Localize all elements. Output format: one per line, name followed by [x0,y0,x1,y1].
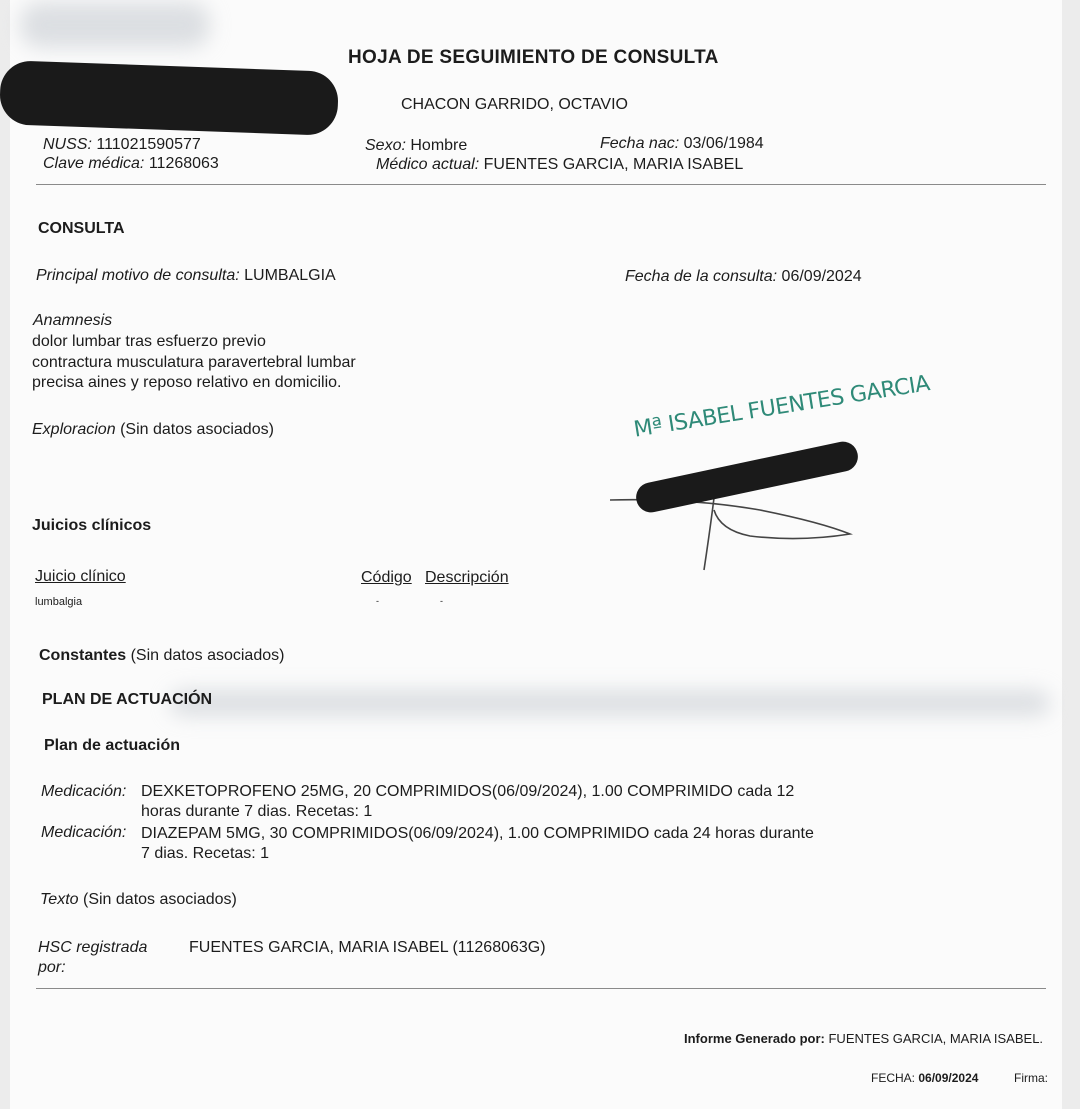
medicacion-entry [141,824,814,864]
constantes-row [39,646,284,666]
fecha-nac-label: Fecha nac: [600,135,680,152]
medico-label: Médico actual: [376,156,480,173]
col-codigo: Código [361,569,412,586]
clave-row [43,154,219,174]
fecha-consulta-value: 06/09/2024 [781,268,862,285]
constantes-value: (Sin datos asociados) [130,647,285,664]
nuss-row [43,135,201,155]
fecha-nac-row [600,134,764,154]
texto-label: Texto [40,891,79,908]
sexo-value: Hombre [410,137,468,154]
nuss-label: NUSS: [43,136,92,153]
footer-fecha-row [871,1068,978,1088]
medico-value: FUENTES GARCIA, MARIA ISABEL [483,156,744,173]
header-divider [36,184,1046,185]
anamnesis-line: precisa aines y reposo relativo en domicilio. [32,374,342,391]
juicios-heading: Juicios clínicos [32,517,152,534]
sexo-label: Sexo: [365,137,406,154]
medico-row [376,155,743,175]
nuss-value: 111021590577 [96,136,201,153]
fecha-nac-value: 03/06/1984 [683,135,764,152]
exploracion-label: Exploracion [32,421,116,438]
redaction-mark [0,60,339,136]
document-title: HOJA DE SEGUIMIENTO DE CONSULTA [348,47,719,68]
consulta-heading: CONSULTA [38,220,125,237]
informe-value: FUENTES GARCIA, MARIA ISABEL. [828,1031,1044,1046]
motivo-row [36,266,336,286]
anamnesis-line: dolor lumbar tras esfuerzo previo [32,333,266,350]
plan-subheading: Plan de actuación [44,737,181,754]
fecha-consulta-label: Fecha de la consulta: [625,268,778,285]
hsc-registrada-label [38,938,147,978]
document-sheet [10,0,1062,1109]
descripcion-row-value: - [440,596,443,606]
texto-row [40,890,237,910]
patient-name: CHACON GARRIDO, OCTAVIO [401,96,628,113]
codigo-row-value: - [376,596,379,606]
fecha-consulta-row [625,267,862,287]
medicacion-line: DEXKETOPROFENO 25MG, 20 COMPRIMIDOS(06/09/2024), 1.00 COMPRIMIDO cada 12 [141,783,795,800]
plan-heading: PLAN DE ACTUACIÓN [42,691,213,708]
constantes-label: Constantes [39,647,127,664]
clave-value: 11268063 [148,155,219,172]
firma-label: Firma: [1014,1071,1048,1085]
informe-label: Informe Generado por: [684,1031,825,1046]
col-juicio-clinico: Juicio clínico [35,568,126,585]
informe-row [684,1029,1043,1049]
blurred-region [170,690,1050,716]
sexo-row [365,136,467,156]
anamnesis-line: contractura musculatura paravertebral lumbar [32,353,356,371]
col-descripcion: Descripción [425,569,509,586]
hsc-label-line: por: [38,959,66,976]
medicacion-label: Medicación: [41,824,127,841]
hsc-label-line: HSC registrada [38,939,148,956]
medicacion-label: Medicación: [41,783,127,800]
exploracion-row [32,420,274,440]
texto-value: (Sin datos asociados) [83,891,237,908]
motivo-label: Principal motivo de consulta: [36,267,240,284]
footer-divider [36,988,1046,989]
medicacion-entry [141,782,794,822]
hsc-registrada-value: FUENTES GARCIA, MARIA ISABEL (11268063G) [189,939,546,956]
medicacion-line: DIAZEPAM 5MG, 30 COMPRIMIDOS(06/09/2024), 1.00 COMPRIMIDO cada 24 horas durante [141,825,814,842]
anamnesis-text [32,332,356,394]
motivo-value: LUMBALGIA [244,267,336,284]
medicacion-line: horas durante 7 dias. Recetas: 1 [141,803,373,820]
medicacion-line: 7 dias. Recetas: 1 [141,845,270,862]
footer-fecha-value: 06/09/2024 [918,1071,979,1085]
clave-label: Clave médica: [43,155,145,172]
blurred-region [20,2,210,48]
footer-fecha-label: FECHA: [871,1071,916,1085]
exploracion-value: (Sin datos asociados) [120,421,274,438]
anamnesis-label: Anamnesis [33,312,113,329]
doctor-stamp: Mª ISABEL FUENTES GARCIA [632,371,932,443]
juicio-row-value: lumbalgia [35,596,83,608]
